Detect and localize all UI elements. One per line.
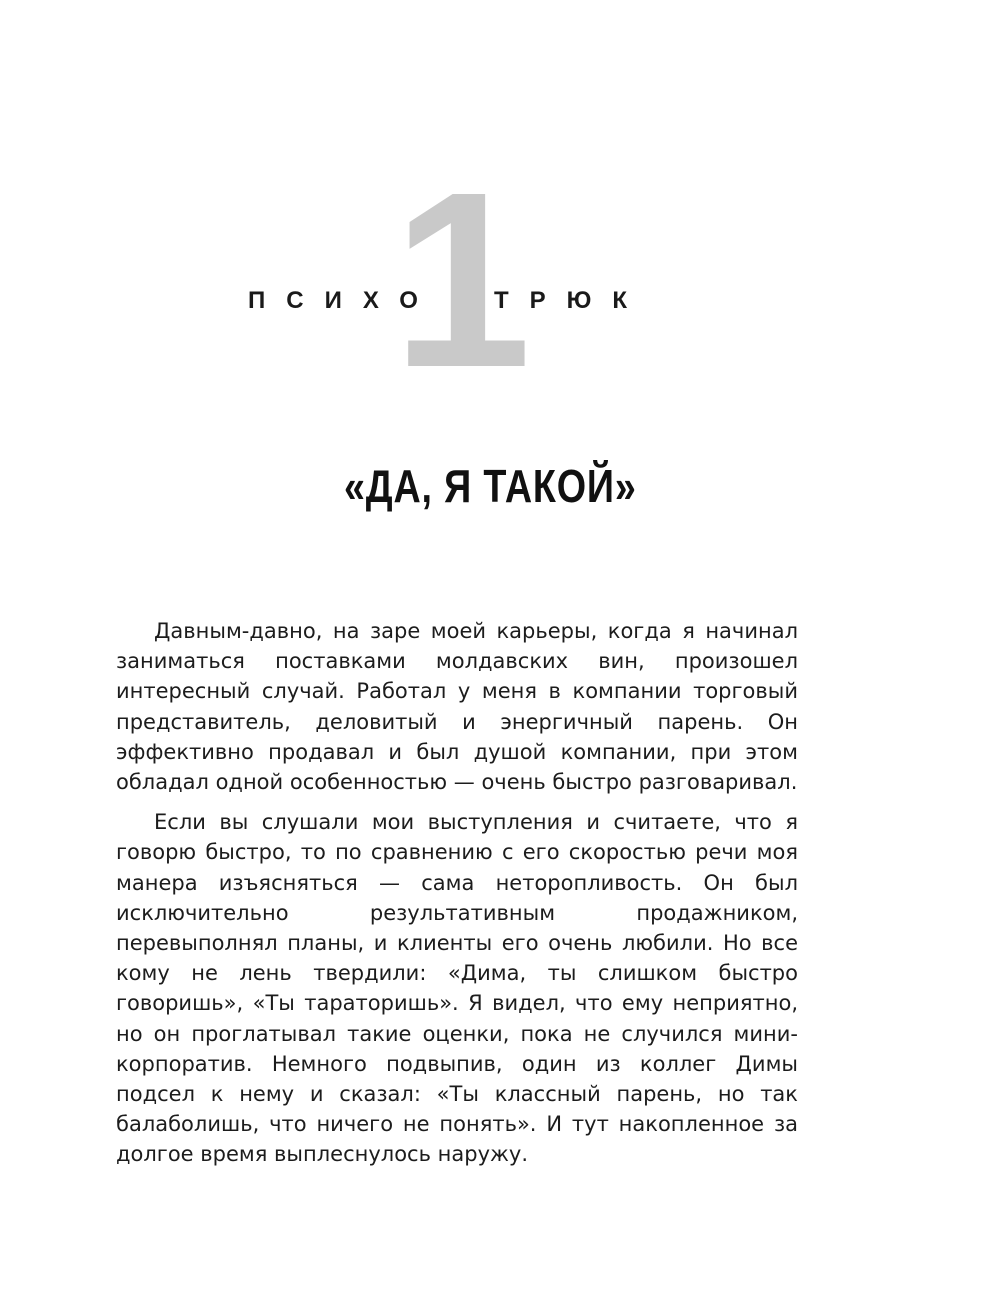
body-text <box>116 616 798 1170</box>
chapter-label-left: ПСИХО <box>248 287 439 314</box>
paragraph: Если вы слушали мои выступления и считаете, что я говорю быстро, то по сравнению с его скоростью речи моя манера изъясняться — сама неторопливость. Он был исключительно результативным продажником, перевыполнял планы, и клиенты его очень любили. Но все кому не лень твердили: «Дима, ты слишком быстро говоришь», «Ты тараторишь». Я видел, что ему неприятно, но он проглатывал такие оценки, пока не случился мини-корпоратив. Немного подвыпив, один из коллег Димы подсел к нему и сказал: «Ты классный парень, но так балаболишь, что ничего не понять». И тут накопленное за долгое время выплеснулось наружу. <box>116 810 798 1167</box>
chapter-title: «ДА, Я ТАКОЙ» <box>343 460 637 512</box>
chapter-number: 1 <box>392 140 532 419</box>
chapter-label <box>248 284 668 324</box>
paragraph: Давным-давно, на заре моей карьеры, когда я начинал заниматься поставками молдавских вин, произошел интересный случай. Работал у меня в компании торговый представитель, деловитый и энергичный парень. Он эффективно продавал и был душой компании, при этом обладал одной особенностью — очень быстро разговаривал. <box>116 619 798 795</box>
chapter-label-right: ТРЮК <box>494 287 649 314</box>
